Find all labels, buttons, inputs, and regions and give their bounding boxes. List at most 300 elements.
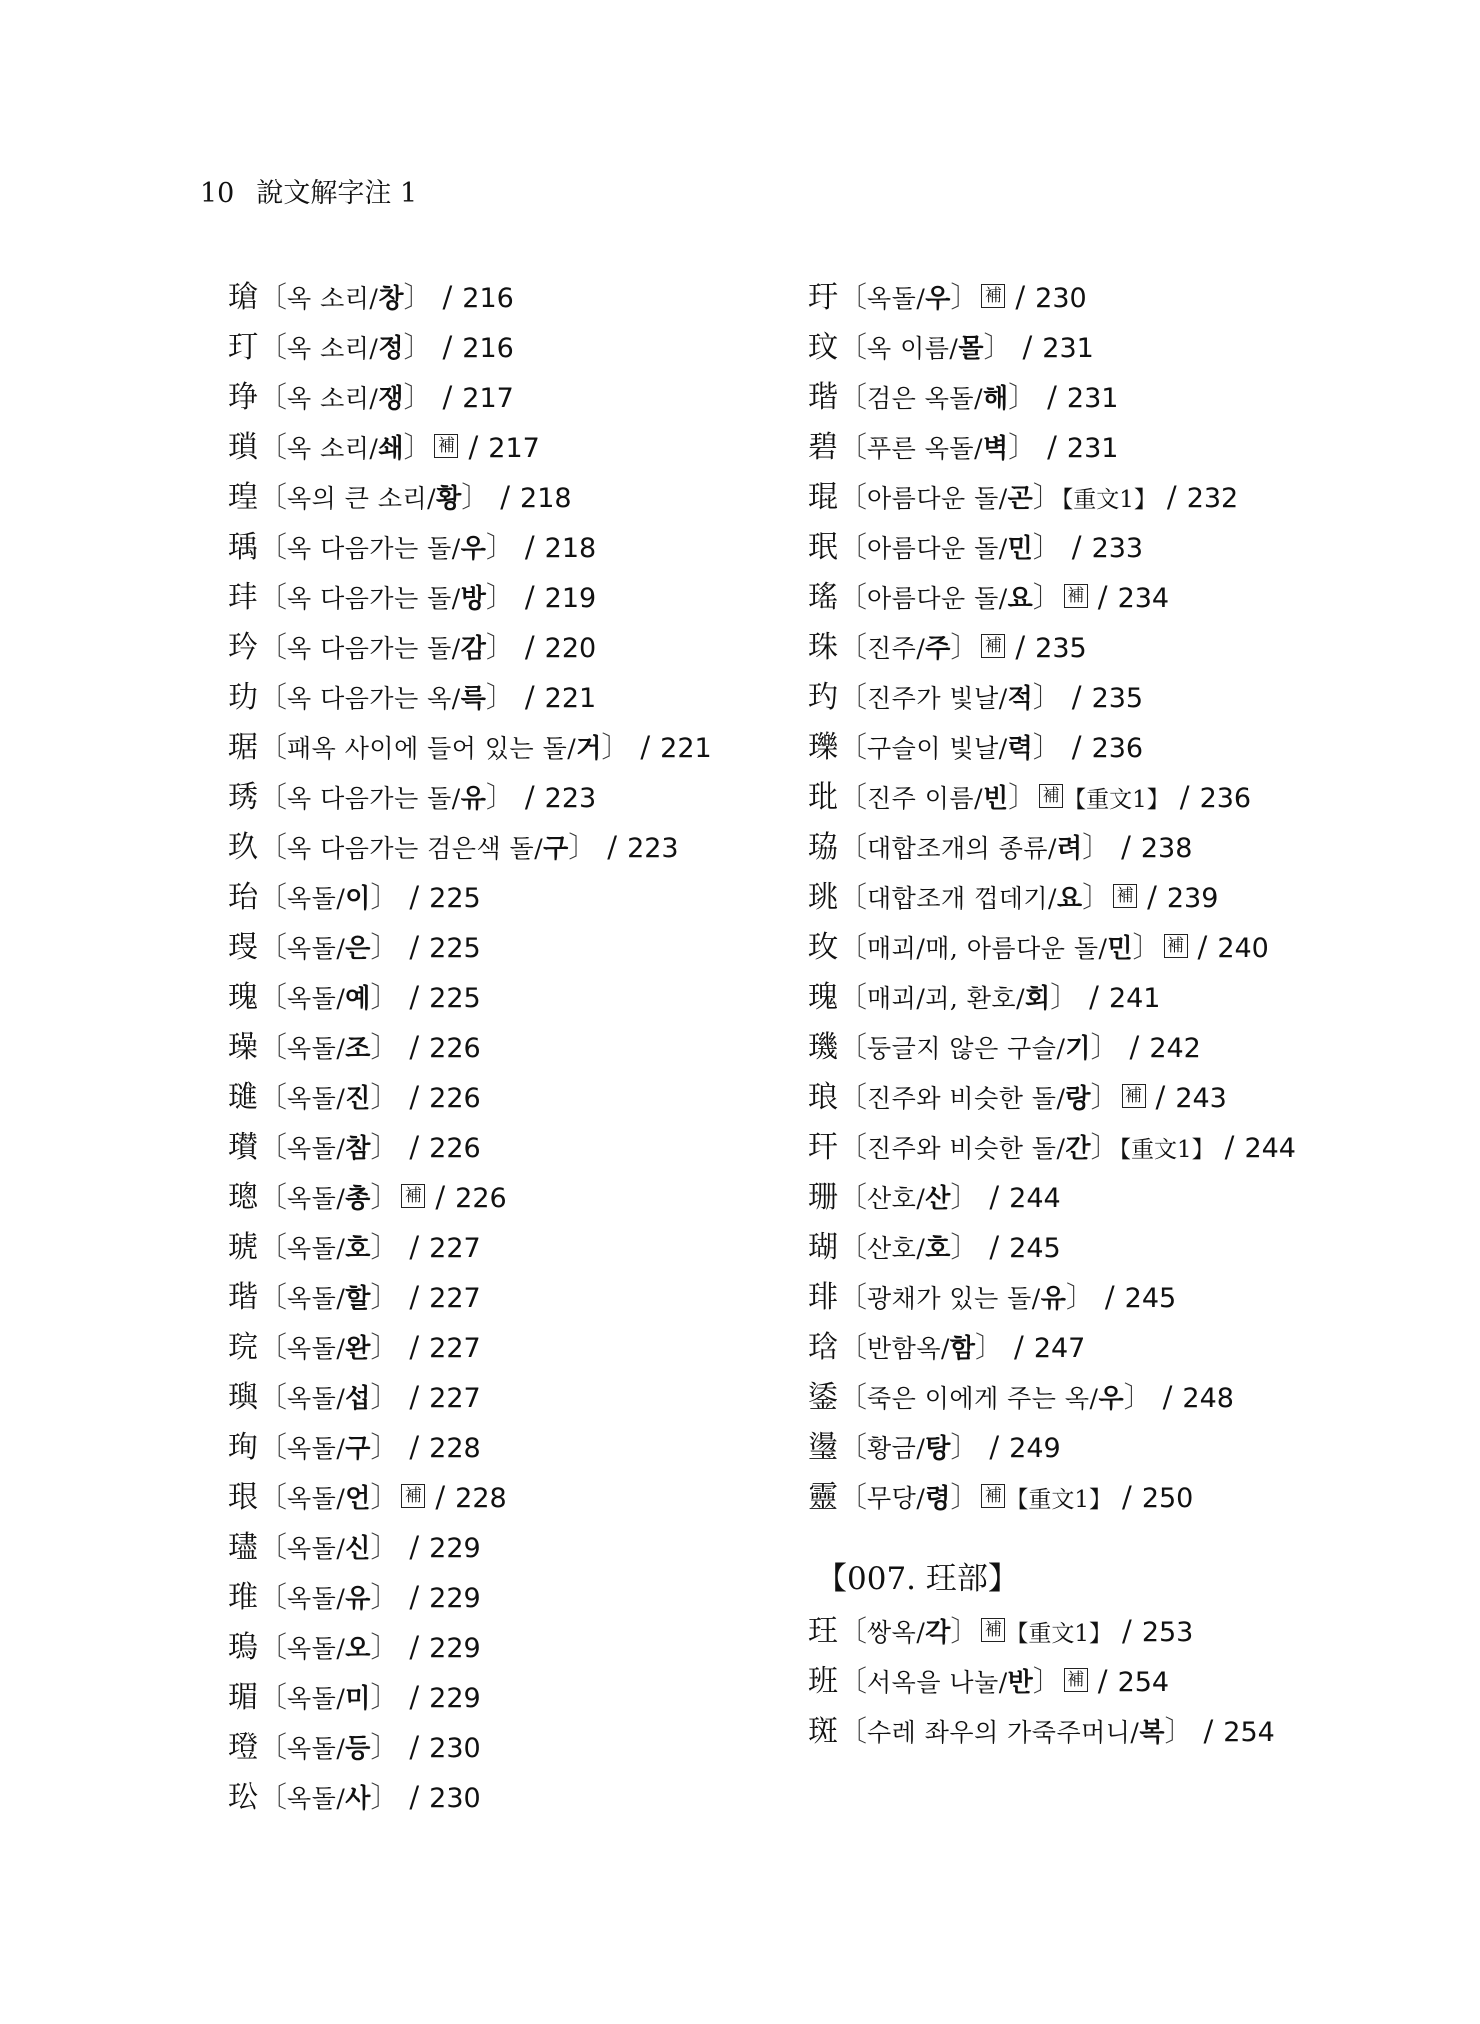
index-entry <box>228 472 828 522</box>
supplement-mark: 補 <box>1064 1668 1088 1692</box>
separator-slash: / <box>409 1080 420 1114</box>
entry-gloss: 옥돌/ <box>287 1184 346 1213</box>
index-entry <box>228 1472 828 1522</box>
entry-gloss: 옥돌/ <box>287 1684 346 1713</box>
separator-slash: / <box>409 1130 420 1164</box>
bracket-open: 〔 <box>258 1380 288 1414</box>
bracket-close: 〕 <box>370 1230 400 1264</box>
entry-character: 瓅 <box>808 730 838 765</box>
entry-reading: 민 <box>1007 534 1033 564</box>
bracket-open: 〔 <box>838 1714 868 1748</box>
page-number: 10 <box>200 178 235 209</box>
entry-character: 玫 <box>808 930 838 965</box>
separator-slash: / <box>409 1680 420 1714</box>
index-entry <box>808 822 1408 872</box>
variant-note: 【重文1】 <box>1063 787 1170 813</box>
bracket-open: 〔 <box>838 1480 868 1514</box>
entry-page-number: 253 <box>1141 1617 1194 1648</box>
entry-gloss: 옥돌/ <box>287 1334 346 1363</box>
separator-slash: / <box>1014 1330 1024 1364</box>
entry-gloss: 대합조개의 종류/ <box>867 834 1057 863</box>
bracket-close: 〕 <box>370 1280 400 1314</box>
entry-reading: 이 <box>345 884 371 914</box>
entry-reading: 유 <box>345 1584 371 1614</box>
bracket-close: 〕 <box>1164 1714 1194 1748</box>
supplement-mark: 補 <box>981 634 1005 658</box>
entry-reading: 쇄 <box>378 434 404 464</box>
supplement-mark: 補 <box>1064 584 1088 608</box>
bracket-close: 〕 <box>370 1580 400 1614</box>
bracket-close: 〕 <box>1082 830 1112 864</box>
separator-slash: / <box>435 1480 446 1514</box>
variant-note: 【重文1】 <box>1061 487 1157 513</box>
entry-gloss: 진주와 비슷한 돌/ <box>867 1084 1066 1113</box>
entry-gloss: 수레 좌우의 가죽주머니/ <box>867 1718 1140 1747</box>
entry-reading: 호 <box>925 1234 951 1264</box>
entry-character: 瑣 <box>228 430 258 465</box>
bracket-close: 〕 <box>1032 580 1062 614</box>
entry-reading: 미 <box>345 1684 371 1714</box>
entry-gloss: 옥의 큰 소리/ <box>287 484 437 513</box>
entry-reading: 랑 <box>1065 1084 1091 1114</box>
bracket-open: 〔 <box>838 1030 868 1064</box>
entry-reading: 곤 <box>1007 484 1033 514</box>
entry-page-number: 225 <box>429 933 481 964</box>
separator-slash: / <box>409 980 420 1014</box>
entry-page-number: 218 <box>520 483 572 514</box>
entry-character: 瑰 <box>808 980 838 1015</box>
bracket-open: 〔 <box>838 1430 868 1464</box>
entry-gloss: 옥돌/ <box>287 1734 346 1763</box>
entry-reading: 회 <box>1025 984 1051 1014</box>
bracket-close: 〕 <box>1032 480 1062 514</box>
separator-slash: / <box>409 1630 420 1664</box>
entry-gloss: 옥돌/ <box>287 1784 346 1813</box>
index-entry <box>808 1656 1408 1706</box>
index-entry <box>228 822 828 872</box>
entry-reading: 산 <box>925 1184 951 1214</box>
bracket-close: 〕 <box>370 930 400 964</box>
bracket-open: 〔 <box>258 1230 288 1264</box>
index-entry <box>228 372 828 422</box>
entry-character: 玏 <box>228 680 258 715</box>
entry-character: 玎 <box>228 330 258 365</box>
entry-page-number: 240 <box>1217 933 1269 964</box>
separator-slash: / <box>409 930 420 964</box>
index-entry <box>228 522 828 572</box>
bracket-open: 〔 <box>258 930 288 964</box>
bracket-close: 〕 <box>1032 730 1062 764</box>
entry-page-number: 236 <box>1199 783 1252 814</box>
entry-gloss: 옥돌/ <box>867 284 926 313</box>
index-entry <box>228 1072 828 1122</box>
separator-slash: / <box>500 480 511 514</box>
entry-page-number: 235 <box>1091 683 1144 714</box>
entry-gloss: 둥글지 않은 구슬/ <box>867 1034 1066 1063</box>
entry-gloss: 옥 다음가는 돌/ <box>287 634 461 663</box>
entry-page-number: 228 <box>429 1433 481 1464</box>
separator-slash: / <box>524 680 535 714</box>
entry-page-number: 226 <box>455 1183 507 1214</box>
bracket-open: 〔 <box>258 780 288 814</box>
entry-character: 琟 <box>228 1580 258 1615</box>
entry-reading: 구 <box>543 834 569 864</box>
entry-page-number: 230 <box>1035 283 1087 314</box>
entry-page-number: 226 <box>429 1083 481 1114</box>
index-entry <box>808 622 1408 672</box>
entry-character: 瑝 <box>228 480 258 515</box>
entry-page-number: 221 <box>660 733 712 764</box>
bracket-open: 〔 <box>258 1330 288 1364</box>
bracket-close: 〕 <box>1090 1030 1120 1064</box>
index-entry <box>808 672 1408 722</box>
separator-slash: / <box>524 630 535 664</box>
bracket-close: 〕 <box>601 730 631 764</box>
entry-gloss: 옥 소리/ <box>287 334 379 363</box>
bracket-close: 〕 <box>1008 380 1038 414</box>
bracket-close: 〕 <box>370 1480 400 1514</box>
bracket-close: 〕 <box>1008 430 1038 464</box>
entry-gloss: 옥 다음가는 돌/ <box>287 784 461 813</box>
separator-slash: / <box>1071 530 1082 564</box>
entry-character: 瓉 <box>228 1130 258 1165</box>
separator-slash: / <box>409 1430 420 1464</box>
entry-character: 瑤 <box>808 580 838 615</box>
supplement-mark: 補 <box>401 1484 425 1508</box>
entry-gloss: 아름다운 돌/ <box>867 584 1008 613</box>
index-entry <box>228 1772 828 1822</box>
entry-page-number: 229 <box>429 1533 481 1564</box>
entry-gloss: 구슬이 빛날/ <box>867 734 1008 763</box>
separator-slash: / <box>1129 1030 1140 1064</box>
bracket-open: 〔 <box>258 1680 288 1714</box>
bracket-close: 〕 <box>950 1230 980 1264</box>
entry-gloss: 옥돌/ <box>287 1034 346 1063</box>
entry-reading: 간 <box>1065 1134 1091 1164</box>
entry-reading: 빈 <box>983 784 1009 814</box>
entry-reading: 요 <box>1056 884 1083 914</box>
entry-reading: 은 <box>345 934 371 964</box>
entry-gloss: 푸른 옥돌/ <box>867 434 983 463</box>
separator-slash: / <box>1097 1664 1108 1698</box>
bracket-open: 〔 <box>838 1280 868 1314</box>
book-title: 說文解字注 1 <box>256 178 418 209</box>
entry-character: 琥 <box>228 1230 258 1265</box>
bracket-close: 〕 <box>983 330 1013 364</box>
entry-page-number: 229 <box>429 1583 481 1614</box>
bracket-open: 〔 <box>838 1614 868 1648</box>
bracket-open: 〔 <box>838 430 868 464</box>
entry-character: 珢 <box>228 1480 258 1515</box>
index-entry <box>228 1572 828 1622</box>
separator-slash: / <box>989 1180 1000 1214</box>
bracket-open: 〔 <box>258 580 288 614</box>
entry-character: 玭 <box>808 780 838 815</box>
entry-page-number: 231 <box>1066 383 1119 414</box>
bracket-close: 〕 <box>1123 1380 1153 1414</box>
bracket-close: 〕 <box>370 980 400 1014</box>
entry-character: 瑂 <box>228 1680 258 1715</box>
entry-page-number: 219 <box>544 583 597 614</box>
index-entry <box>808 1222 1408 1272</box>
bracket-open: 〔 <box>838 1080 868 1114</box>
separator-slash: / <box>442 280 453 314</box>
entry-page-number: 238 <box>1140 833 1193 864</box>
separator-slash: / <box>1015 630 1026 664</box>
bracket-close: 〕 <box>950 280 980 314</box>
entry-gloss: 서옥을 나눌/ <box>867 1668 1008 1697</box>
entry-reading: 우 <box>460 534 486 564</box>
entry-character: 琓 <box>228 1330 258 1365</box>
bracket-open: 〔 <box>258 1080 288 1114</box>
bracket-open: 〔 <box>258 1430 288 1464</box>
separator-slash: / <box>468 430 479 464</box>
bracket-close: 〕 <box>1032 680 1062 714</box>
bracket-open: 〔 <box>258 1130 288 1164</box>
entry-page-number: 244 <box>1244 1133 1296 1164</box>
supplement-mark: 補 <box>401 1184 425 1208</box>
separator-slash: / <box>409 1730 420 1764</box>
entry-character: 玗 <box>808 280 838 315</box>
entry-reading: 진 <box>345 1084 371 1114</box>
entry-reading: 예 <box>345 984 371 1014</box>
separator-slash: / <box>1071 730 1082 764</box>
entry-gloss: 옥 다음가는 검은색 돌/ <box>287 834 544 863</box>
entry-gloss: 옥돌/ <box>287 934 346 963</box>
entry-character: 璶 <box>228 1530 258 1565</box>
bracket-close: 〕 <box>485 530 515 564</box>
entry-reading: 감 <box>460 634 486 664</box>
entry-page-number: 243 <box>1175 1083 1227 1114</box>
entry-gloss: 옥돌/ <box>287 1634 346 1663</box>
bracket-open: 〔 <box>838 1180 868 1214</box>
bracket-close: 〕 <box>1090 1080 1120 1114</box>
entry-gloss: 옥돌/ <box>287 1434 346 1463</box>
entry-character: 珉 <box>808 530 838 565</box>
bracket-close: 〕 <box>403 430 433 464</box>
index-entry <box>228 722 828 772</box>
entry-gloss: 산호/ <box>867 1184 926 1213</box>
entry-page-number: 216 <box>462 333 514 364</box>
entry-character: 玟 <box>808 330 838 365</box>
supplement-mark: 補 <box>981 284 1005 308</box>
entry-reading: 탕 <box>925 1434 951 1464</box>
bracket-open: 〔 <box>258 830 288 864</box>
entry-gloss: 옥돌/ <box>287 1234 346 1263</box>
bracket-close: 〕 <box>370 1380 400 1414</box>
separator-slash: / <box>1166 480 1177 514</box>
entry-reading: 령 <box>925 1484 951 1514</box>
entry-reading: 려 <box>1056 834 1083 864</box>
entry-gloss: 진주/ <box>867 634 926 663</box>
entry-character: 珧 <box>808 880 838 915</box>
separator-slash: / <box>1104 1280 1115 1314</box>
entry-character: 玨 <box>808 1614 838 1649</box>
entry-page-number: 231 <box>1042 333 1094 364</box>
index-entry <box>228 1622 828 1672</box>
entry-character: 璪 <box>228 1030 258 1065</box>
bracket-open: 〔 <box>838 1230 868 1264</box>
bracket-close: 〕 <box>485 580 515 614</box>
bracket-close: 〕 <box>1065 1280 1095 1314</box>
entry-gloss: 산호/ <box>867 1234 926 1263</box>
bracket-close: 〕 <box>370 1680 400 1714</box>
separator-slash: / <box>1047 380 1057 414</box>
entry-character: 璁 <box>228 1180 258 1215</box>
separator-slash: / <box>989 1430 1000 1464</box>
supplement-mark: 補 <box>1039 784 1063 808</box>
bracket-close: 〕 <box>403 280 433 314</box>
entry-page-number: 229 <box>429 1633 481 1664</box>
entry-page-number: 248 <box>1182 1383 1234 1414</box>
entry-reading: 반 <box>1007 1668 1033 1698</box>
separator-slash: / <box>1155 1080 1166 1114</box>
separator-slash: / <box>524 580 535 614</box>
bracket-open: 〔 <box>838 1664 868 1698</box>
entry-reading: 호 <box>345 1234 371 1264</box>
supplement-mark: 補 <box>434 434 458 458</box>
entry-character: 珠 <box>808 630 838 665</box>
separator-slash: / <box>1162 1380 1173 1414</box>
entry-character: 琇 <box>228 780 258 815</box>
index-entry <box>228 672 828 722</box>
separator-slash: / <box>409 1580 420 1614</box>
entry-gloss: 광채가 있는 돌/ <box>867 1284 1041 1313</box>
bracket-close: 〕 <box>975 1330 1005 1364</box>
bracket-open: 〔 <box>258 1780 288 1814</box>
entry-gloss: 진주가 빛날/ <box>867 684 1008 713</box>
index-entry <box>228 772 828 822</box>
bracket-close: 〕 <box>950 1614 980 1648</box>
entry-character: 琅 <box>808 1080 838 1115</box>
index-entry <box>808 1706 1408 1756</box>
index-entry <box>808 1322 1408 1372</box>
separator-slash: / <box>1147 880 1157 914</box>
bracket-open: 〔 <box>258 280 288 314</box>
separator-slash: / <box>409 880 420 914</box>
index-entry <box>228 1122 828 1172</box>
index-entry <box>228 1372 828 1422</box>
entry-gloss: 매괴/매, 아름다운 돌/ <box>867 934 1108 963</box>
entry-reading: 거 <box>576 734 602 764</box>
bracket-open: 〔 <box>258 480 288 514</box>
bracket-close: 〕 <box>370 1330 400 1364</box>
entry-reading: 함 <box>949 1334 976 1364</box>
entry-gloss: 옥돌/ <box>287 1284 346 1313</box>
variant-note: 【重文1】 <box>1005 1487 1113 1513</box>
index-entry <box>228 1172 828 1222</box>
index-entry <box>808 1172 1408 1222</box>
entry-gloss: 옥돌/ <box>287 1384 346 1413</box>
entry-page-number: 234 <box>1117 583 1170 614</box>
entry-reading: 오 <box>345 1634 371 1664</box>
index-entry <box>808 272 1408 322</box>
entry-reading: 민 <box>1107 934 1133 964</box>
entry-page-number: 231 <box>1066 433 1119 464</box>
entry-page-number: 226 <box>429 1133 481 1164</box>
entry-reading: 유 <box>460 784 486 814</box>
index-entry <box>808 1022 1408 1072</box>
separator-slash: / <box>1122 1614 1132 1648</box>
entry-page-number: 254 <box>1223 1717 1275 1748</box>
entry-character: 琤 <box>228 380 258 415</box>
bracket-open: 〔 <box>838 380 868 414</box>
entry-page-number: 249 <box>1009 1433 1061 1464</box>
bracket-open: 〔 <box>838 880 868 914</box>
bracket-open: 〔 <box>258 1030 288 1064</box>
entry-character: 琝 <box>228 930 258 965</box>
bracket-close: 〕 <box>950 1480 980 1514</box>
separator-slash: / <box>1015 280 1026 314</box>
variant-note: 【重文1】 <box>1005 1621 1113 1647</box>
bracket-open: 〔 <box>838 1130 868 1164</box>
bracket-open: 〔 <box>258 330 288 364</box>
entry-page-number: 228 <box>455 1483 507 1514</box>
entry-character: 琚 <box>228 730 258 765</box>
index-entry <box>808 972 1408 1022</box>
entry-page-number: 217 <box>462 383 514 414</box>
bracket-open: 〔 <box>258 730 288 764</box>
bracket-close: 〕 <box>1032 530 1062 564</box>
bracket-close: 〕 <box>1008 780 1038 814</box>
entry-reading: 총 <box>345 1184 371 1214</box>
index-entry <box>808 372 1408 422</box>
entry-page-number: 229 <box>429 1683 481 1714</box>
separator-slash: / <box>442 330 453 364</box>
supplement-mark: 補 <box>1122 1084 1146 1108</box>
entry-character: 瑲 <box>228 280 258 315</box>
entry-character: 琀 <box>808 1330 838 1365</box>
entry-reading: 쟁 <box>378 384 404 414</box>
bracket-open: 〔 <box>258 1480 288 1514</box>
entry-character: 琨 <box>808 480 838 515</box>
bracket-open: 〔 <box>838 930 868 964</box>
index-entry <box>808 322 1408 372</box>
entry-gloss: 진주 이름/ <box>867 784 983 813</box>
separator-slash: / <box>409 1030 420 1064</box>
entry-reading: 창 <box>378 284 404 314</box>
entry-reading: 구 <box>345 1434 371 1464</box>
entry-gloss: 옥 이름/ <box>867 334 959 363</box>
index-entry <box>228 1272 828 1322</box>
index-entry <box>808 1472 1408 1522</box>
entry-gloss: 옥돌/ <box>287 1084 346 1113</box>
separator-slash: / <box>409 1280 420 1314</box>
entry-gloss: 옥돌/ <box>287 1584 346 1613</box>
bracket-open: 〔 <box>838 980 868 1014</box>
entry-gloss: 옥 소리/ <box>287 384 379 413</box>
bracket-close: 〕 <box>461 480 491 514</box>
entry-reading: 조 <box>345 1034 371 1064</box>
index-entry <box>808 922 1408 972</box>
entry-page-number: 218 <box>544 533 597 564</box>
entry-page-number: 244 <box>1009 1183 1061 1214</box>
index-entry <box>808 722 1408 772</box>
entry-reading: 몰 <box>958 334 984 364</box>
bracket-close: 〕 <box>950 1430 980 1464</box>
bracket-open: 〔 <box>838 530 868 564</box>
entry-character: 玤 <box>228 580 258 615</box>
bracket-open: 〔 <box>838 630 868 664</box>
bracket-close: 〕 <box>370 1780 400 1814</box>
bracket-open: 〔 <box>838 330 868 364</box>
bracket-open: 〔 <box>838 780 868 814</box>
entry-gloss: 대합조개 껍데기/ <box>867 884 1057 913</box>
index-entry <box>228 922 828 972</box>
bracket-close: 〕 <box>370 1630 400 1664</box>
entry-character: 珕 <box>808 830 838 865</box>
supplement-mark: 補 <box>981 1484 1005 1508</box>
